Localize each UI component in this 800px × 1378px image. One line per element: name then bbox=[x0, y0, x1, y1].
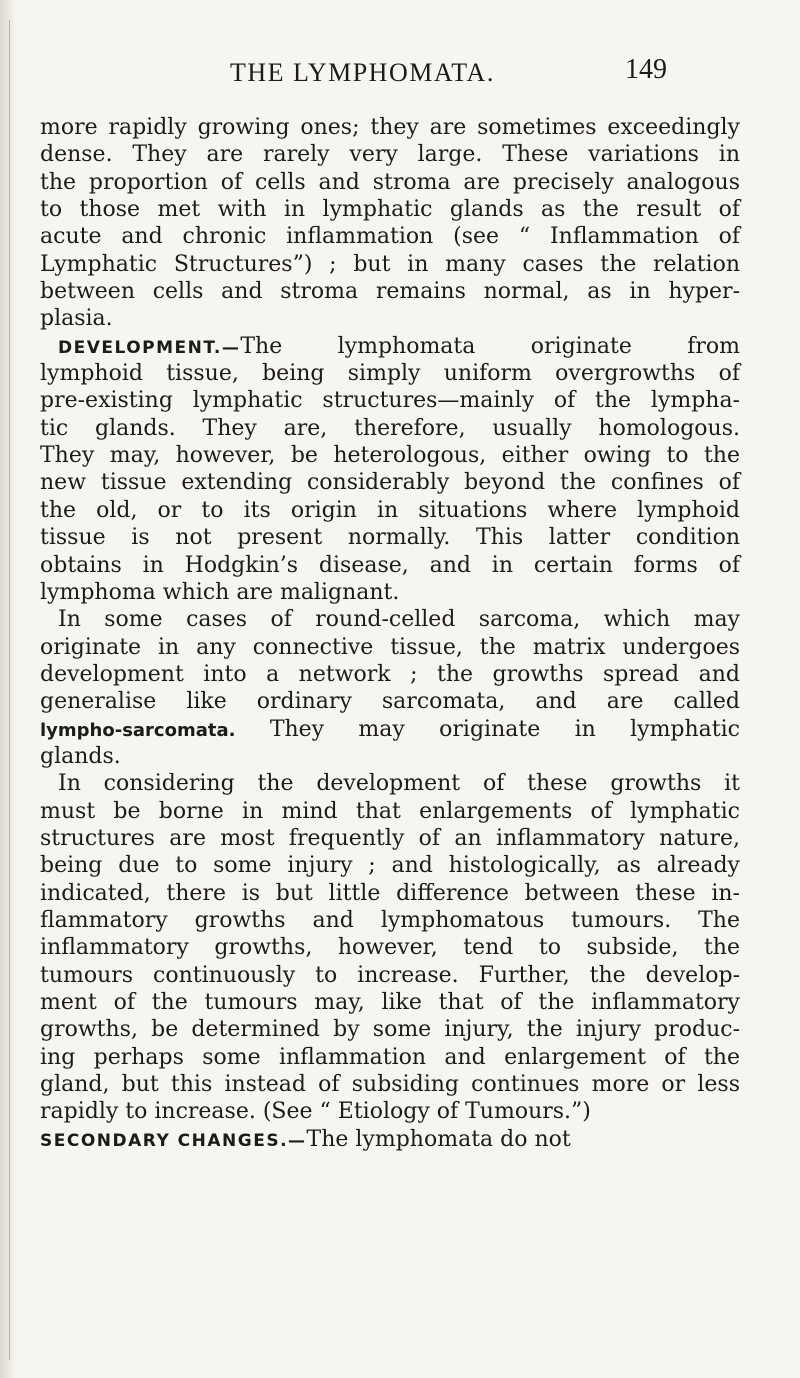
development-heading: DEVELOPMENT.— bbox=[58, 337, 241, 358]
paragraph-development bbox=[40, 333, 740, 360]
paragraph-secondary-changes bbox=[40, 1126, 740, 1153]
text-line: obtains in Hodgkin’s disease, and in certain forms of bbox=[40, 552, 740, 578]
text-line: generalise like ordinary sarcomata, and are called bbox=[40, 689, 740, 715]
text-line: the old, or to its origin in situations where lymphoid bbox=[40, 497, 740, 523]
text-line: ment of the tumours may, like that of the inflammatory bbox=[40, 990, 740, 1015]
paragraph-lympho-sarcomata bbox=[40, 716, 740, 743]
text-line: more rapidly growing ones; they are sometimes exceedingly bbox=[40, 115, 740, 140]
text-line: structures are most frequently of an inflammatory nature, bbox=[40, 825, 740, 851]
text-line: In some cases of round-celled sarcoma, which may bbox=[58, 607, 740, 633]
text-line: tumours continuously to increase. Further, the develop- bbox=[40, 962, 740, 988]
text-line: tic glands. They are, therefore, usually homologous. bbox=[40, 415, 740, 441]
text-line: acute and chronic inflammation (see “ Inflammation of bbox=[40, 224, 740, 250]
text-span: They may originate in lymphatic bbox=[269, 716, 740, 742]
text-line: growths, be determined by some injury, the injury produc- bbox=[40, 1017, 740, 1043]
text-line: new tissue extending considerably beyond the confines of bbox=[40, 470, 740, 496]
text-line: flammatory growths and lymphomatous tumours. The bbox=[40, 907, 740, 933]
text-line: In considering the development of these growths it bbox=[58, 771, 740, 797]
text-line: gland, but this instead of subsiding continues more or less bbox=[40, 1072, 740, 1098]
text-line: between cells and stroma remains normal, as in hyper- bbox=[40, 279, 740, 305]
binding-shadow-line bbox=[9, 20, 10, 1360]
text-line: rapidly to increase. (See “ Etiology of Tumours.”) bbox=[40, 1099, 591, 1125]
page-number: 149 bbox=[625, 54, 667, 85]
text-line: being due to some injury ; and histologically, as already bbox=[40, 853, 740, 879]
text-line: development into a network ; the growths spread and bbox=[40, 661, 740, 687]
text-span: The lymphomata originate from bbox=[240, 333, 740, 359]
text-line: ing perhaps some inflammation and enlargement of the bbox=[40, 1044, 740, 1070]
text-line: indicated, there is but little difference between these in- bbox=[40, 880, 740, 906]
text-line: must be borne in mind that enlargements of lymphatic bbox=[40, 798, 740, 824]
text-line: tissue is not present normally. This latter condition bbox=[40, 525, 740, 551]
lympho-sarcomata-term: lympho-sarcomata. bbox=[40, 719, 236, 741]
text-line: originate in any connective tissue, the matrix undergoes bbox=[40, 634, 740, 660]
text-line: Lymphatic Structures”) ; but in many cases the relation bbox=[40, 251, 740, 277]
text-line: dense. They are rarely very large. These variations in bbox=[40, 142, 740, 168]
secondary-changes-heading: SECONDARY CHANGES.— bbox=[40, 1130, 307, 1151]
text-span: The lymphomata do not bbox=[306, 1126, 571, 1152]
text-line: the proportion of cells and stroma are precisely analogous bbox=[40, 169, 740, 195]
text-line: lymphoma which are malignant. bbox=[40, 579, 400, 605]
text-line: inflammatory growths, however, tend to subside, the bbox=[40, 935, 740, 961]
text-line: plasia. bbox=[40, 306, 113, 332]
text-line: They may, however, be heterologous, either owing to the bbox=[40, 443, 740, 469]
text-line: glands. bbox=[40, 743, 121, 769]
page-binding-edge bbox=[0, 0, 16, 1378]
text-line: pre-existing lymphatic structures—mainly of the lympha- bbox=[40, 388, 740, 414]
text-line: lymphoid tissue, being simply uniform overgrowths of bbox=[40, 361, 740, 387]
text-line: to those met with in lymphatic glands as the result of bbox=[40, 197, 740, 223]
running-title: THE LYMPHOMATA. bbox=[230, 58, 495, 87]
body-text bbox=[40, 114, 740, 1153]
